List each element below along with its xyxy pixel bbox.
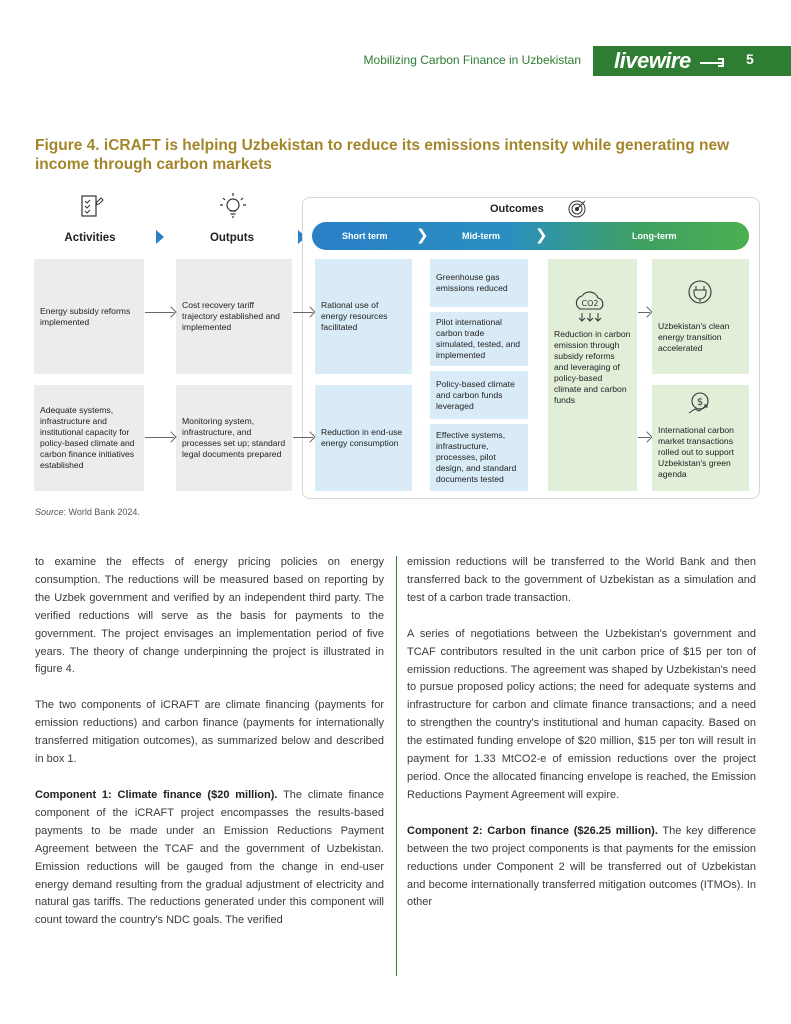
mid-term-box: Policy-based climate and carbon funds leveraged — [430, 371, 528, 419]
chevron-right-icon: ❯ — [535, 227, 548, 244]
arrow-connector — [293, 437, 313, 438]
output-box: Monitoring system, infrastructure, and processes set up; standard legal documents prepared — [176, 385, 292, 491]
component-2-heading: Component 2: Carbon finance ($26.25 million). — [407, 824, 658, 837]
arrow-connector — [145, 312, 174, 313]
outcomes-heading: Outcomes — [490, 203, 544, 215]
plug-leaf-icon — [686, 278, 714, 306]
flow-arrow-icon — [156, 230, 164, 244]
activity-box: Energy subsidy reforms implemented — [34, 259, 144, 374]
right-column — [407, 554, 756, 930]
plug-head-icon — [718, 58, 724, 67]
paragraph: emission reductions will be transferred to the World Bank and then transferred back to the government of Uzbekistan as a simulation and test of a carbon trade transaction. — [407, 556, 756, 604]
long-term-box: Uzbekistan's clean energy transition accelerated — [652, 259, 749, 374]
running-title: Mobilizing Carbon Finance in Uzbekistan — [363, 53, 581, 67]
livewire-logo: livewire — [614, 48, 691, 73]
chevron-right-icon: ❯ — [416, 227, 429, 244]
co2-cloud-icon — [570, 287, 610, 325]
paragraph: Component 1: Climate finance ($20 million). The climate finance component of the iCRAFT project encompasses the results-based payments to be made under an Emission Reductions Payment Agreement between the TCAF and the government of Uzbekistan. Emission reductions will be gauged from the change in end-user energy demand resulting from the gradual adjustment of electricity and natural gas tariffs. The reductions generated under this component will count toward the country's NDC goals. The verified — [35, 788, 384, 927]
paragraph: to examine the effects of energy pricing policies on energy consumption. The reductions will be measured based on reporting by the Uzbek government and verified by an independent third party. The verified reductions will serve as the basis for payments to the government. The project envisages an implementation period of five years. The theory of change underpinning the project is illustrated in figure 4. — [35, 556, 384, 676]
short-term-box: Rational use of energy resources facilitated — [315, 259, 412, 374]
page-number: 5 — [746, 51, 754, 67]
mid-term-box: Effective systems, infrastructure, processes, pilot design, and standard documents tested — [430, 424, 528, 491]
long-term-box: International carbon market transactions rolled out to support Uzbekistan's green agenda — [652, 385, 749, 491]
timeline-long-term: Long-term — [632, 231, 677, 241]
long-term-center-box: Reduction in carbon emission through subsidy reforms and leveraging of policy-based climate and carbon funds — [548, 259, 637, 491]
lightbulb-icon — [218, 191, 248, 221]
timeline-short-term: Short term — [342, 231, 388, 241]
arrow-connector — [638, 437, 650, 438]
target-icon — [567, 199, 587, 219]
arrow-connector — [293, 312, 313, 313]
checklist-icon — [78, 194, 104, 220]
activity-box: Adequate systems, infrastructure and institutional capacity for policy-based climate and carbon finance initiatives established — [34, 385, 144, 491]
left-column — [35, 554, 384, 948]
column-divider — [396, 556, 397, 976]
dollar-growth-icon — [686, 389, 714, 417]
mid-term-box: Pilot international carbon trade simulated, tested, and implemented — [430, 312, 528, 366]
arrow-connector — [145, 437, 174, 438]
figure-source: Source: World Bank 2024. — [35, 507, 140, 517]
co2-label: CO2 — [581, 299, 599, 308]
mid-term-box: Greenhouse gas emissions reduced — [430, 259, 528, 307]
svg-text:$: $ — [696, 397, 704, 408]
activities-heading: Activities — [64, 232, 116, 244]
paragraph: Component 2: Carbon finance ($26.25 million). The key difference between the two project components is that payments for the emission reductions under Component 2 will be transferred out of Uzbekistan and become internationally transferred mitigation outcomes (ITMOs). In other — [407, 824, 756, 909]
figure-title: Figure 4. iCRAFT is helping Uzbekistan to reduce its emissions intensity while generating new income through carbon markets — [35, 137, 730, 173]
output-box: Cost recovery tariff trajectory established and implemented — [176, 259, 292, 374]
paragraph: A series of negotiations between the Uzbekistan's government and TCAF contributors resulted in the unit carbon price of $15 per ton of emission reductions. The agreement was shaped by Uzbekistan's need to pursue proposed policy actions; the need for adequate systems and infrastructure for carbon and climate finance transactions; and a need to strengthen the country's institutional and human capacity. Based on the estimated funding envelope of $20 million, $15 per ton will result in payment for 1.33 MtCO2-e of emission reductions over the project period. Once the allocated financing envelope is reached, the Emission Reductions Payment Agreement will expire. — [407, 627, 756, 801]
timeline-mid-term: Mid-term — [462, 231, 500, 241]
paragraph: The two components of iCRAFT are climate financing (payments for emission reductions) and carbon finance (payments for internationally transferred mitigation outcomes), as summarized below and described in box 1. — [35, 699, 384, 766]
short-term-box: Reduction in end-use energy consumption — [315, 385, 412, 491]
arrow-connector — [638, 312, 650, 313]
component-1-heading: Component 1: Climate finance ($20 million). — [35, 788, 278, 801]
outputs-heading: Outputs — [209, 232, 255, 244]
